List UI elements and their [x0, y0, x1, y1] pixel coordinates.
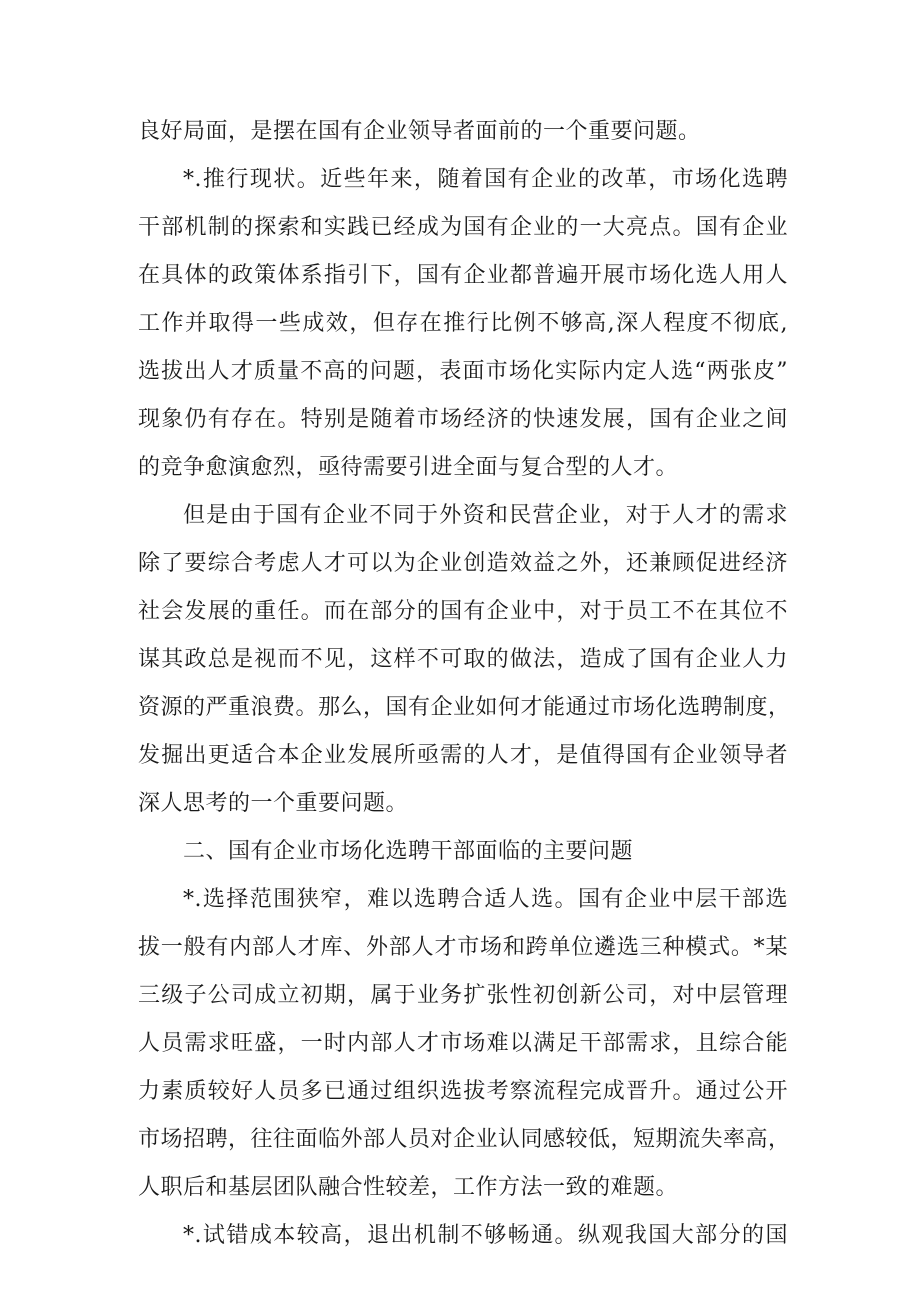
text-line: 资源的严重浪费。那么，国有企业如何才能通过市场化选聘制度，	[138, 695, 791, 720]
text-line: 现象仍有存在。特别是随着市场经济的快速发展，国有企业之间	[138, 407, 788, 432]
text-line: 的竞争愈演愈烈，亟待需要引进全面与复合型的人才。	[138, 455, 679, 480]
text-line: 社会发展的重任。而在部分的国有企业中，对于员工不在其位不	[138, 599, 788, 624]
text-line: 拔一般有内部人才库、外部人才市场和跨单位遴选三种模式。*某	[138, 935, 788, 960]
text-line: 干部机制的探索和实践已经成为国有企业的一大亮点。国有企业	[138, 215, 788, 240]
text-line: *.选择范围狭窄，难以选聘合适人选。国有企业中层干部选	[183, 887, 788, 912]
document-page	[138, 108, 791, 1260]
section-heading: 二、国有企业市场化选聘干部面临的主要问题	[183, 839, 634, 864]
text-line: 人员需求旺盛，一时内部人才市场难以满足干部需求，且综合能	[138, 1031, 788, 1056]
text-line: 市场招聘，往往面临外部人员对企业认同感较低，短期流失率高，	[138, 1127, 791, 1152]
text-line: *.推行现状。近些年来，随着国有企业的改革，市场化选聘	[183, 167, 788, 192]
text-line: 工作并取得一些成效，但存在推行比例不够高,深人程度不彻底,	[138, 311, 788, 336]
text-line: 发掘出更适合本企业发展所亟需的人才，是值得国有企业领导者	[138, 743, 788, 768]
text-line: 深人思考的一个重要问题。	[138, 791, 409, 816]
text-line: 在具体的政策体系指引下，国有企业都普遍开展市场化选人用人	[138, 263, 788, 288]
text-line: *.试错成本较高，退出机制不够畅通。纵观我国大部分的国	[183, 1223, 788, 1248]
text-line: 除了要综合考虑人才可以为企业创造效益之外，还兼顾促进经济	[138, 551, 788, 576]
text-line: 但是由于国有企业不同于外资和民营企业，对于人才的需求	[183, 503, 788, 528]
text-line: 力素质较好人员多已通过组织选拔考察流程完成晋升。通过公开	[138, 1079, 788, 1104]
text-line: 人职后和基层团队融合性较差，工作方法一致的难题。	[138, 1175, 679, 1200]
text-line: 选拔出人才质量不高的问题，表面市场化实际内定人选“两张皮”	[138, 359, 788, 384]
text-line: 良好局面，是摆在国有企业领导者面前的一个重要问题。	[138, 119, 701, 144]
text-line: 三级子公司成立初期，属于业务扩张性初创新公司，对中层管理	[138, 983, 788, 1008]
text-line: 谋其政总是视而不见，这样不可取的做法，造成了国有企业人力	[138, 647, 788, 672]
